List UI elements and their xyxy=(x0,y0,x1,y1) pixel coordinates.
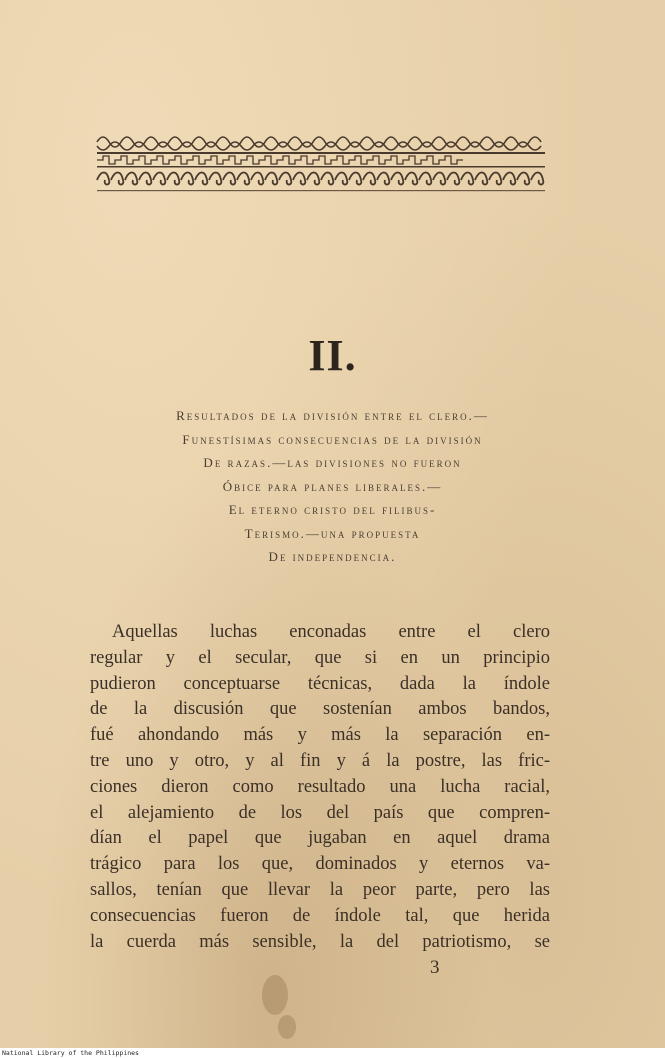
chapter-summary xyxy=(80,404,585,569)
body-line: la cuerda más sensible, la del patriotismo, se xyxy=(90,931,550,952)
body-line: tre uno y otro, y al fin y á la postre, las fric- xyxy=(90,750,550,771)
paper-stain xyxy=(262,975,288,1015)
body-line: el alejamiento de los del país que compren- xyxy=(90,802,550,823)
body-paragraph xyxy=(90,620,550,955)
summary-line: Terismo.—una propuesta xyxy=(244,525,421,541)
paper-stain xyxy=(278,1015,296,1039)
body-line: trágico para los que, dominados y eternos va- xyxy=(90,854,550,875)
body-line: Aquellas luchas enconadas entre el clero xyxy=(112,622,550,642)
summary-line: De razas.—las divisiones no fueron xyxy=(203,455,462,470)
body-line: consecuencias fueron de índole tal, que herida xyxy=(90,905,550,926)
library-credit: National Library of the Philippines xyxy=(2,1049,139,1057)
page-number: 3 xyxy=(430,957,440,978)
summary-line: De independencia. xyxy=(268,549,397,564)
body-line: regular y el secular, que si en un principio xyxy=(90,647,550,668)
summary-line: El eterno cristo del filibus- xyxy=(228,502,437,517)
summary-line: Óbice para planes liberales.— xyxy=(222,478,443,494)
summary-line: Funestísimas consecuencias de la división xyxy=(182,431,483,447)
body-line: sallos, tenían que llevar la peor parte, pero las xyxy=(90,879,550,900)
summary-line: Resultados de la división entre el clero.— xyxy=(176,408,489,423)
decorative-header-ornament xyxy=(95,128,547,198)
body-line: dían el papel que jugaban en aquel drama xyxy=(90,828,550,849)
body-line: de la discusión que sostenían ambos bandos, xyxy=(90,699,550,720)
chapter-number: II. xyxy=(308,331,357,380)
body-line: pudieron conceptuarse técnicas, dada la índole xyxy=(90,673,550,694)
body-line: fué ahondando más y más la separación en- xyxy=(90,725,550,746)
body-line: ciones dieron como resultado una lucha racial, xyxy=(90,776,550,797)
